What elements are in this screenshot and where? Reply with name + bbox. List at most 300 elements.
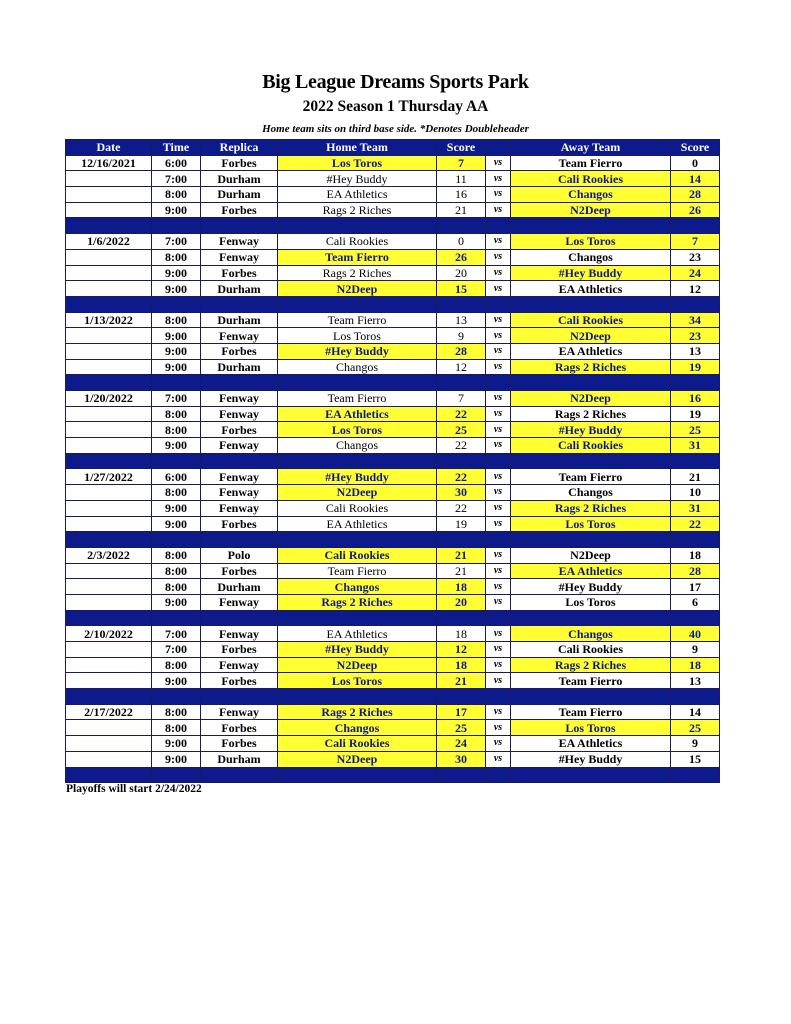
- separator-cell: [511, 453, 671, 469]
- date-cell: [66, 359, 152, 375]
- date-cell: [66, 438, 152, 454]
- date-cell: 2/17/2022: [66, 704, 152, 720]
- game-row: [66, 359, 720, 375]
- separator-cell: [486, 689, 511, 705]
- vs-cell: vs: [486, 171, 511, 187]
- away-score-cell: 9: [671, 736, 720, 752]
- home-team-cell: Rags 2 Riches: [278, 704, 437, 720]
- header-away-score: Score: [671, 140, 720, 156]
- vs-cell: vs: [486, 391, 511, 407]
- separator-cell: [671, 767, 720, 783]
- home-score-cell: 21: [437, 547, 486, 563]
- time-cell: 9:00: [152, 265, 201, 281]
- separator-cell: [486, 767, 511, 783]
- vs-cell: vs: [486, 359, 511, 375]
- home-score-cell: 15: [437, 281, 486, 297]
- home-team-cell: Changos: [278, 579, 437, 595]
- game-row: [66, 500, 720, 516]
- game-row: [66, 469, 720, 485]
- time-cell: 8:00: [152, 485, 201, 501]
- away-team-cell: Los Toros: [511, 594, 671, 610]
- time-cell: 8:00: [152, 579, 201, 595]
- game-row: [66, 249, 720, 265]
- home-score-cell: 17: [437, 704, 486, 720]
- game-row: [66, 579, 720, 595]
- replica-cell: Polo: [201, 547, 278, 563]
- separator-cell: [278, 610, 437, 626]
- game-row: [66, 563, 720, 579]
- home-team-cell: Rags 2 Riches: [278, 265, 437, 281]
- separator-cell: [437, 689, 486, 705]
- home-score-cell: 30: [437, 751, 486, 767]
- home-score-cell: 21: [437, 673, 486, 689]
- separator-cell: [152, 532, 201, 548]
- away-team-cell: Cali Rookies: [511, 312, 671, 328]
- separator-cell: [671, 218, 720, 234]
- separator-cell: [671, 610, 720, 626]
- away-score-cell: 22: [671, 516, 720, 532]
- home-team-cell: EA Athletics: [278, 187, 437, 203]
- home-score-cell: 26: [437, 249, 486, 265]
- separator-cell: [511, 375, 671, 391]
- replica-cell: Fenway: [201, 657, 278, 673]
- separator-cell: [511, 767, 671, 783]
- away-team-cell: Team Fierro: [511, 673, 671, 689]
- vs-cell: vs: [486, 704, 511, 720]
- away-team-cell: EA Athletics: [511, 563, 671, 579]
- vs-cell: vs: [486, 281, 511, 297]
- date-cell: [66, 485, 152, 501]
- vs-cell: vs: [486, 328, 511, 344]
- home-team-cell: Team Fierro: [278, 563, 437, 579]
- separator-cell: [671, 532, 720, 548]
- home-score-cell: 20: [437, 265, 486, 281]
- game-row: [66, 594, 720, 610]
- date-cell: [66, 171, 152, 187]
- separator-cell: [511, 296, 671, 312]
- away-team-cell: N2Deep: [511, 328, 671, 344]
- replica-cell: Durham: [201, 312, 278, 328]
- vs-cell: vs: [486, 234, 511, 250]
- schedule-body: [66, 155, 720, 783]
- replica-cell: Forbes: [201, 720, 278, 736]
- replica-cell: Forbes: [201, 265, 278, 281]
- home-team-cell: Cali Rookies: [278, 736, 437, 752]
- away-team-cell: #Hey Buddy: [511, 265, 671, 281]
- separator-cell: [201, 532, 278, 548]
- date-cell: 2/3/2022: [66, 547, 152, 563]
- vs-cell: vs: [486, 673, 511, 689]
- home-team-cell: Cali Rookies: [278, 234, 437, 250]
- away-score-cell: 28: [671, 563, 720, 579]
- date-cell: [66, 249, 152, 265]
- away-team-cell: Cali Rookies: [511, 438, 671, 454]
- replica-cell: Durham: [201, 281, 278, 297]
- week-separator: [66, 296, 720, 312]
- vs-cell: vs: [486, 720, 511, 736]
- separator-cell: [486, 532, 511, 548]
- replica-cell: Fenway: [201, 438, 278, 454]
- home-team-cell: Los Toros: [278, 328, 437, 344]
- replica-cell: Forbes: [201, 563, 278, 579]
- home-team-cell: Changos: [278, 438, 437, 454]
- away-team-cell: Rags 2 Riches: [511, 657, 671, 673]
- game-row: [66, 234, 720, 250]
- away-team-cell: Changos: [511, 249, 671, 265]
- separator-cell: [152, 610, 201, 626]
- home-score-cell: 18: [437, 579, 486, 595]
- home-score-cell: 25: [437, 720, 486, 736]
- home-team-cell: Cali Rookies: [278, 500, 437, 516]
- date-cell: [66, 187, 152, 203]
- header-vs: [486, 140, 511, 156]
- time-cell: 9:00: [152, 736, 201, 752]
- replica-cell: Fenway: [201, 594, 278, 610]
- game-row: [66, 516, 720, 532]
- away-score-cell: 10: [671, 485, 720, 501]
- home-score-cell: 21: [437, 202, 486, 218]
- header-replica: Replica: [201, 140, 278, 156]
- away-score-cell: 7: [671, 234, 720, 250]
- time-cell: 8:00: [152, 249, 201, 265]
- separator-cell: [486, 218, 511, 234]
- home-score-cell: 22: [437, 406, 486, 422]
- home-score-cell: 18: [437, 657, 486, 673]
- time-cell: 9:00: [152, 202, 201, 218]
- home-team-cell: Los Toros: [278, 155, 437, 171]
- separator-cell: [201, 296, 278, 312]
- date-cell: [66, 328, 152, 344]
- time-cell: 6:00: [152, 155, 201, 171]
- time-cell: 8:00: [152, 720, 201, 736]
- game-row: [66, 406, 720, 422]
- replica-cell: Fenway: [201, 328, 278, 344]
- away-score-cell: 23: [671, 328, 720, 344]
- home-team-cell: EA Athletics: [278, 626, 437, 642]
- home-score-cell: 11: [437, 171, 486, 187]
- time-cell: 9:00: [152, 281, 201, 297]
- away-team-cell: #Hey Buddy: [511, 751, 671, 767]
- away-score-cell: 23: [671, 249, 720, 265]
- game-row: [66, 187, 720, 203]
- time-cell: 7:00: [152, 171, 201, 187]
- away-team-cell: EA Athletics: [511, 281, 671, 297]
- date-cell: [66, 642, 152, 658]
- away-score-cell: 13: [671, 673, 720, 689]
- separator-cell: [511, 610, 671, 626]
- away-score-cell: 34: [671, 312, 720, 328]
- separator-cell: [152, 375, 201, 391]
- time-cell: 7:00: [152, 391, 201, 407]
- away-score-cell: 13: [671, 343, 720, 359]
- separator-cell: [152, 767, 201, 783]
- vs-cell: vs: [486, 579, 511, 595]
- away-score-cell: 28: [671, 187, 720, 203]
- separator-cell: [66, 610, 152, 626]
- away-score-cell: 40: [671, 626, 720, 642]
- week-separator: [66, 532, 720, 548]
- home-team-cell: N2Deep: [278, 281, 437, 297]
- separator-cell: [437, 610, 486, 626]
- replica-cell: Forbes: [201, 642, 278, 658]
- time-cell: 8:00: [152, 312, 201, 328]
- game-row: [66, 312, 720, 328]
- away-score-cell: 14: [671, 704, 720, 720]
- date-cell: [66, 657, 152, 673]
- date-cell: 1/27/2022: [66, 469, 152, 485]
- vs-cell: vs: [486, 422, 511, 438]
- separator-cell: [201, 610, 278, 626]
- away-score-cell: 6: [671, 594, 720, 610]
- separator-cell: [278, 767, 437, 783]
- home-team-cell: Team Fierro: [278, 249, 437, 265]
- date-cell: 12/16/2021: [66, 155, 152, 171]
- away-score-cell: 19: [671, 359, 720, 375]
- date-cell: [66, 406, 152, 422]
- home-team-cell: #Hey Buddy: [278, 343, 437, 359]
- vs-cell: vs: [486, 343, 511, 359]
- home-score-cell: 16: [437, 187, 486, 203]
- away-team-cell: N2Deep: [511, 202, 671, 218]
- away-team-cell: Changos: [511, 485, 671, 501]
- separator-cell: [437, 453, 486, 469]
- separator-cell: [278, 375, 437, 391]
- game-row: [66, 547, 720, 563]
- game-row: [66, 202, 720, 218]
- time-cell: 9:00: [152, 500, 201, 516]
- home-score-cell: 13: [437, 312, 486, 328]
- replica-cell: Fenway: [201, 391, 278, 407]
- time-cell: 8:00: [152, 547, 201, 563]
- away-score-cell: 24: [671, 265, 720, 281]
- vs-cell: vs: [486, 202, 511, 218]
- replica-cell: Fenway: [201, 704, 278, 720]
- vs-cell: vs: [486, 657, 511, 673]
- date-cell: [66, 751, 152, 767]
- replica-cell: Forbes: [201, 736, 278, 752]
- separator-cell: [66, 218, 152, 234]
- home-score-cell: 21: [437, 563, 486, 579]
- time-cell: 8:00: [152, 406, 201, 422]
- time-cell: 8:00: [152, 422, 201, 438]
- date-cell: 1/13/2022: [66, 312, 152, 328]
- game-row: [66, 391, 720, 407]
- game-row: [66, 704, 720, 720]
- time-cell: 6:00: [152, 469, 201, 485]
- header-home-score: Score: [437, 140, 486, 156]
- home-score-cell: 0: [437, 234, 486, 250]
- vs-cell: vs: [486, 438, 511, 454]
- replica-cell: Durham: [201, 751, 278, 767]
- seating-note: Home team sits on third base side. *Denotes Doubleheader: [262, 123, 529, 135]
- home-score-cell: 7: [437, 155, 486, 171]
- away-score-cell: 26: [671, 202, 720, 218]
- replica-cell: Forbes: [201, 516, 278, 532]
- time-cell: 9:00: [152, 516, 201, 532]
- header-time: Time: [152, 140, 201, 156]
- away-score-cell: 21: [671, 469, 720, 485]
- separator-cell: [437, 375, 486, 391]
- game-row: [66, 438, 720, 454]
- schedule-table: [65, 139, 720, 783]
- replica-cell: Fenway: [201, 234, 278, 250]
- separator-cell: [66, 689, 152, 705]
- replica-cell: Forbes: [201, 422, 278, 438]
- replica-cell: Fenway: [201, 249, 278, 265]
- replica-cell: Fenway: [201, 406, 278, 422]
- replica-cell: Durham: [201, 359, 278, 375]
- separator-cell: [152, 453, 201, 469]
- home-team-cell: Rags 2 Riches: [278, 202, 437, 218]
- date-cell: [66, 673, 152, 689]
- separator-cell: [201, 453, 278, 469]
- vs-cell: vs: [486, 751, 511, 767]
- date-cell: 1/6/2022: [66, 234, 152, 250]
- week-separator: [66, 375, 720, 391]
- vs-cell: vs: [486, 249, 511, 265]
- separator-cell: [201, 767, 278, 783]
- away-score-cell: 18: [671, 657, 720, 673]
- away-team-cell: Cali Rookies: [511, 642, 671, 658]
- date-cell: [66, 281, 152, 297]
- time-cell: 8:00: [152, 704, 201, 720]
- vs-cell: vs: [486, 187, 511, 203]
- separator-cell: [201, 218, 278, 234]
- separator-cell: [511, 218, 671, 234]
- game-row: [66, 626, 720, 642]
- game-row: [66, 281, 720, 297]
- away-team-cell: Changos: [511, 187, 671, 203]
- date-cell: [66, 579, 152, 595]
- home-score-cell: 12: [437, 359, 486, 375]
- date-cell: [66, 563, 152, 579]
- time-cell: 9:00: [152, 673, 201, 689]
- away-score-cell: 19: [671, 406, 720, 422]
- separator-cell: [152, 296, 201, 312]
- date-cell: [66, 265, 152, 281]
- game-row: [66, 673, 720, 689]
- vs-cell: vs: [486, 516, 511, 532]
- home-team-cell: N2Deep: [278, 657, 437, 673]
- away-team-cell: N2Deep: [511, 391, 671, 407]
- separator-cell: [66, 767, 152, 783]
- home-team-cell: #Hey Buddy: [278, 171, 437, 187]
- separator-cell: [437, 296, 486, 312]
- week-separator: [66, 218, 720, 234]
- away-team-cell: EA Athletics: [511, 343, 671, 359]
- home-score-cell: 30: [437, 485, 486, 501]
- away-score-cell: 12: [671, 281, 720, 297]
- home-team-cell: EA Athletics: [278, 406, 437, 422]
- home-team-cell: Rags 2 Riches: [278, 594, 437, 610]
- home-team-cell: #Hey Buddy: [278, 469, 437, 485]
- home-score-cell: 18: [437, 626, 486, 642]
- away-team-cell: Changos: [511, 626, 671, 642]
- game-row: [66, 657, 720, 673]
- separator-cell: [437, 767, 486, 783]
- home-score-cell: 22: [437, 500, 486, 516]
- replica-cell: Durham: [201, 187, 278, 203]
- week-separator: [66, 453, 720, 469]
- separator-cell: [66, 375, 152, 391]
- game-row: [66, 642, 720, 658]
- away-team-cell: N2Deep: [511, 547, 671, 563]
- time-cell: 7:00: [152, 234, 201, 250]
- separator-cell: [201, 689, 278, 705]
- date-cell: [66, 422, 152, 438]
- home-team-cell: EA Athletics: [278, 516, 437, 532]
- separator-cell: [152, 218, 201, 234]
- week-separator: [66, 610, 720, 626]
- away-team-cell: Rags 2 Riches: [511, 359, 671, 375]
- separator-cell: [66, 453, 152, 469]
- away-team-cell: Team Fierro: [511, 469, 671, 485]
- away-score-cell: 14: [671, 171, 720, 187]
- away-team-cell: Los Toros: [511, 234, 671, 250]
- game-row: [66, 485, 720, 501]
- home-team-cell: #Hey Buddy: [278, 642, 437, 658]
- separator-cell: [486, 375, 511, 391]
- separator-cell: [66, 296, 152, 312]
- vs-cell: vs: [486, 642, 511, 658]
- vs-cell: vs: [486, 406, 511, 422]
- date-cell: [66, 736, 152, 752]
- home-team-cell: Los Toros: [278, 422, 437, 438]
- header-date: Date: [66, 140, 152, 156]
- date-cell: [66, 500, 152, 516]
- separator-cell: [278, 453, 437, 469]
- home-score-cell: 22: [437, 438, 486, 454]
- header-home-team: Home Team: [278, 140, 437, 156]
- home-score-cell: 7: [437, 391, 486, 407]
- away-score-cell: 18: [671, 547, 720, 563]
- separator-cell: [511, 532, 671, 548]
- away-team-cell: Los Toros: [511, 516, 671, 532]
- away-team-cell: #Hey Buddy: [511, 579, 671, 595]
- vs-cell: vs: [486, 736, 511, 752]
- date-cell: [66, 720, 152, 736]
- separator-cell: [671, 689, 720, 705]
- time-cell: 9:00: [152, 343, 201, 359]
- game-row: [66, 422, 720, 438]
- time-cell: 7:00: [152, 642, 201, 658]
- home-score-cell: 20: [437, 594, 486, 610]
- date-cell: [66, 516, 152, 532]
- date-cell: [66, 202, 152, 218]
- home-score-cell: 28: [437, 343, 486, 359]
- separator-cell: [486, 296, 511, 312]
- vs-cell: vs: [486, 155, 511, 171]
- vs-cell: vs: [486, 547, 511, 563]
- game-row: [66, 751, 720, 767]
- separator-cell: [278, 296, 437, 312]
- date-cell: 1/20/2022: [66, 391, 152, 407]
- vs-cell: vs: [486, 312, 511, 328]
- replica-cell: Fenway: [201, 485, 278, 501]
- time-cell: 9:00: [152, 438, 201, 454]
- home-score-cell: 24: [437, 736, 486, 752]
- away-team-cell: Team Fierro: [511, 704, 671, 720]
- home-team-cell: Changos: [278, 359, 437, 375]
- vs-cell: vs: [486, 485, 511, 501]
- away-score-cell: 17: [671, 579, 720, 595]
- game-row: [66, 155, 720, 171]
- replica-cell: Forbes: [201, 202, 278, 218]
- vs-cell: vs: [486, 500, 511, 516]
- separator-cell: [152, 689, 201, 705]
- separator-cell: [437, 218, 486, 234]
- week-separator: [66, 767, 720, 783]
